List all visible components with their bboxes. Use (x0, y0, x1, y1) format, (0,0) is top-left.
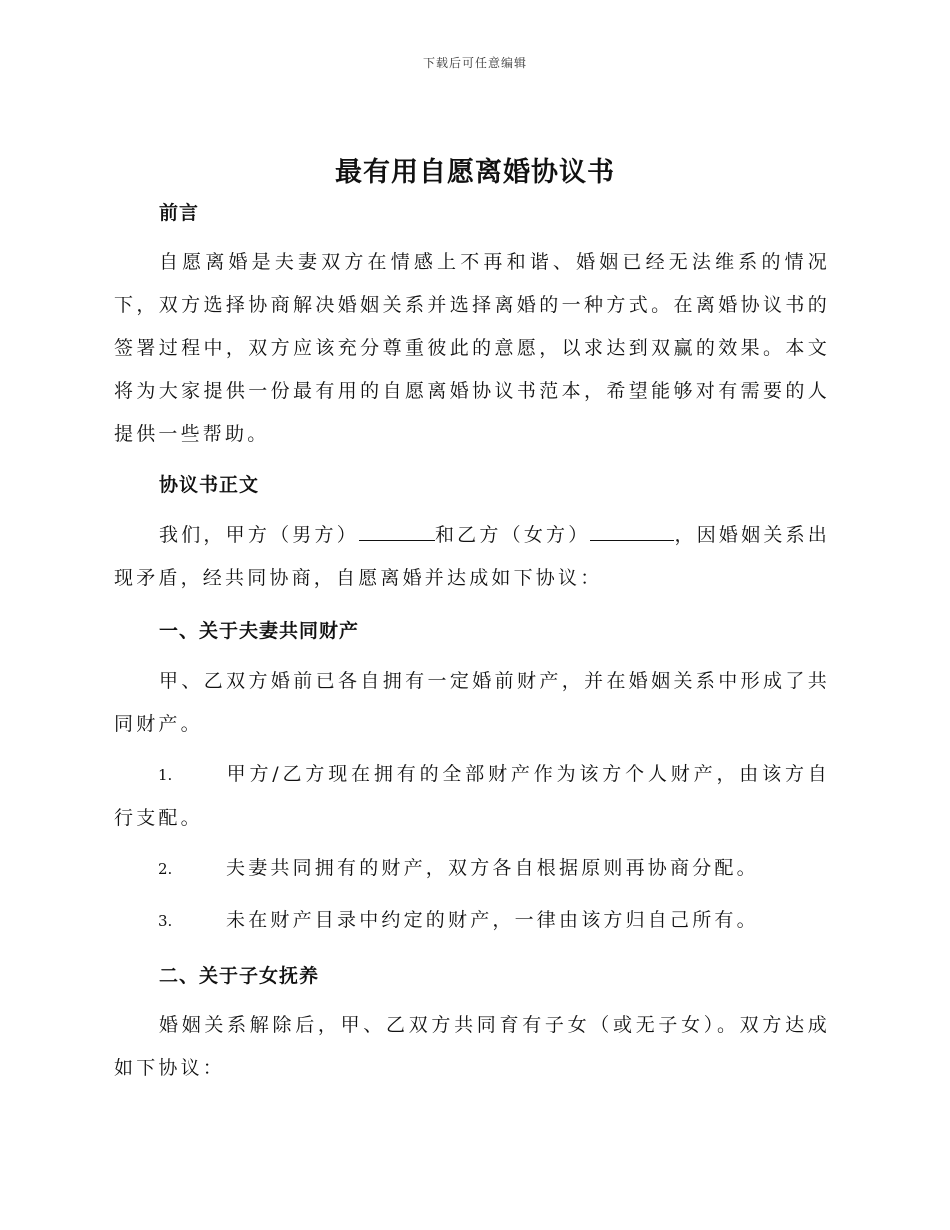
page-header-note: 下载后可任意编辑 (422, 56, 527, 70)
party-b-name-blank (590, 518, 674, 541)
list-item-number: 1. (158, 766, 173, 784)
preface-heading: 前言 (159, 202, 200, 224)
list-item (114, 899, 830, 943)
preface-paragraph: 自愿离婚是夫妻双方在情感上不再和谐、婚姻已经无法维系的情况下，双方选择协商解决婚姻关系并选择离婚的一种方式。在离婚协议书的签署过程中，双方应该充分尊重彼此的意愿，以求达到双赢的效果。本文将为大家提供一份最有用的自愿离婚协议书范本，希望能够对有需要的人提供一些帮助。 (114, 251, 830, 445)
list-item-number: 3. (158, 912, 173, 930)
list-item-text: 甲方/乙方现在拥有的全部财产作为该方个人财产，由该方自行支配。 (114, 763, 830, 829)
body-intro-paragraph (114, 514, 830, 600)
section1-heading: 一、关于夫妻共同财产 (159, 620, 360, 642)
section1-paragraph: 甲、乙双方婚前已各自拥有一定婚前财产，并在婚姻关系中形成了共同财产。 (114, 670, 830, 735)
party-a-name-blank (359, 518, 435, 541)
section2-heading: 二、关于子女抚养 (159, 965, 320, 987)
list-item (114, 753, 830, 840)
list-item (114, 847, 830, 891)
section2-paragraph: 婚姻关系解除后，甲、乙双方共同育有子女（或无子女）。双方达成如下协议： (114, 1014, 830, 1079)
intro-part-3: ，因婚姻关系出现矛盾，经共同协商，自愿离婚并达成如下协议： (114, 524, 830, 589)
list-item-text: 未在财产目录中约定的财产，一律由该方归自己所有。 (226, 909, 759, 931)
body-heading: 协议书正文 (159, 474, 260, 496)
list-item-text: 夫妻共同拥有的财产，双方各自根据原则再协商分配。 (226, 857, 759, 879)
document-title: 最有用自愿离婚协议书 (335, 157, 615, 188)
intro-part-2: 和乙方（女方） (434, 524, 591, 546)
intro-part-1: 我们，甲方（男方） (159, 524, 359, 546)
list-item-number: 2. (158, 860, 173, 878)
